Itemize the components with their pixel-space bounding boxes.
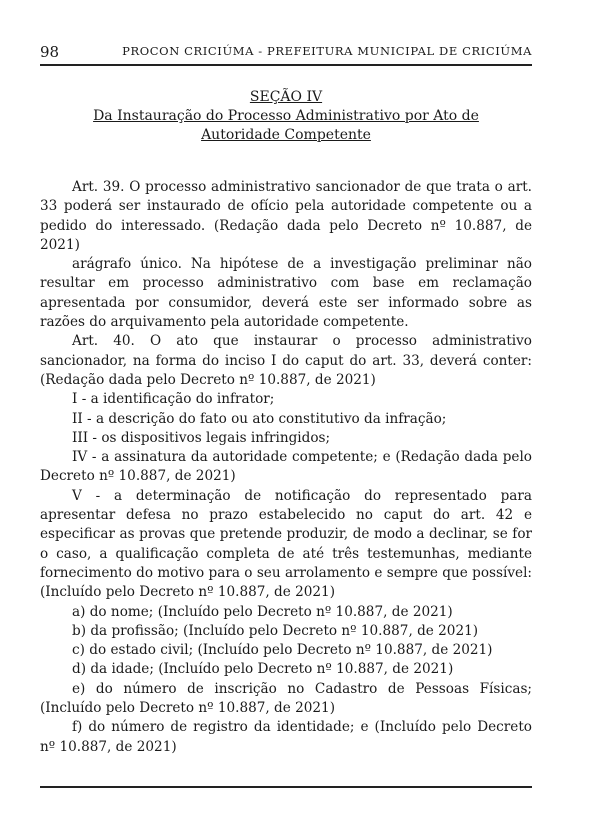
paragraph-sole: arágrafo único. Na hipótese de a investigação preliminar não resultar em processo administrativo com base em reclamação apresentada por consumidor, deverá este ser informado sobre as razões do arquivamento pela autoridade competente.: [40, 256, 532, 331]
body-text: [40, 178, 532, 757]
list-item: I - a identificação do infrator;: [72, 391, 275, 408]
paragraph-art-39: Art. 39. O processo administrativo sancionador de que trata o art. 33 poderá ser instaurado de ofício pela autoridade competente ou a pedido do interessado. (Redação dada pelo Decreto nº 10.887, de 2021): [40, 179, 532, 253]
section-title: SEÇÃO IV: [249, 89, 323, 105]
list-item: III - os dispositivos legais infringidos;: [72, 429, 331, 446]
list-item: V - a determinação de notificação do representado para apresentar defesa no prazo estabelecido no caput do art. 42 e especificar as provas que pretende produzir, de modo a declinar, se for o caso, a qualificação completa de até três testemunhas, mediante fornecimento do motivo para o seu arrolamento e sempre que possível: (Incluído pelo Decreto nº 10.887, de 2021): [40, 487, 532, 601]
list-item: f) do número de registro da identidade; e (Incluído pelo Decreto nº 10.887, de 2021): [40, 719, 532, 755]
paragraph-art-40: Art. 40. O ato que instaurar o processo administrativo sancionador, na forma do inciso I do caput do art. 33, deverá conter: (Redação dada pelo Decreto nº 10.887, de 2021): [40, 333, 532, 388]
list-item: a) do nome; (Incluído pelo Decreto nº 10.887, de 2021): [72, 603, 453, 620]
footer-rule: [40, 786, 532, 788]
section-subtitle-line-2: Autoridade Competente: [201, 127, 371, 143]
section-subtitle: [40, 107, 532, 145]
running-title: PROCON CRICIÚMA - PREFEITURA MUNICIPAL DE CRICIÚMA: [122, 44, 532, 58]
list-item: II - a descrição do fato ou ato constitutivo da infração;: [72, 410, 447, 427]
list-item: e) do número de inscrição no Cadastro de Pessoas Físicas; (Incluído pelo Decreto nº 10.887, de 2021): [40, 680, 532, 717]
list-item: IV - a assinatura da autoridade competente; e (Redação dada pelo Decreto nº 10.887, de 2021): [40, 449, 532, 485]
list-item: d) da idade; (Incluído pelo Decreto nº 10.887, de 2021): [72, 661, 454, 678]
page-header: [40, 40, 532, 66]
list-item: b) da profissão; (Incluído pelo Decreto nº 10.887, de 2021): [72, 622, 479, 639]
section-heading: [40, 88, 532, 145]
list-item: c) do estado civil; (Incluído pelo Decreto nº 10.887, de 2021): [72, 642, 493, 659]
section-subtitle-line-1: Da Instauração do Processo Administrativo por Ato de: [93, 108, 479, 124]
page-number: 98: [40, 43, 60, 61]
document-page: [40, 0, 532, 827]
